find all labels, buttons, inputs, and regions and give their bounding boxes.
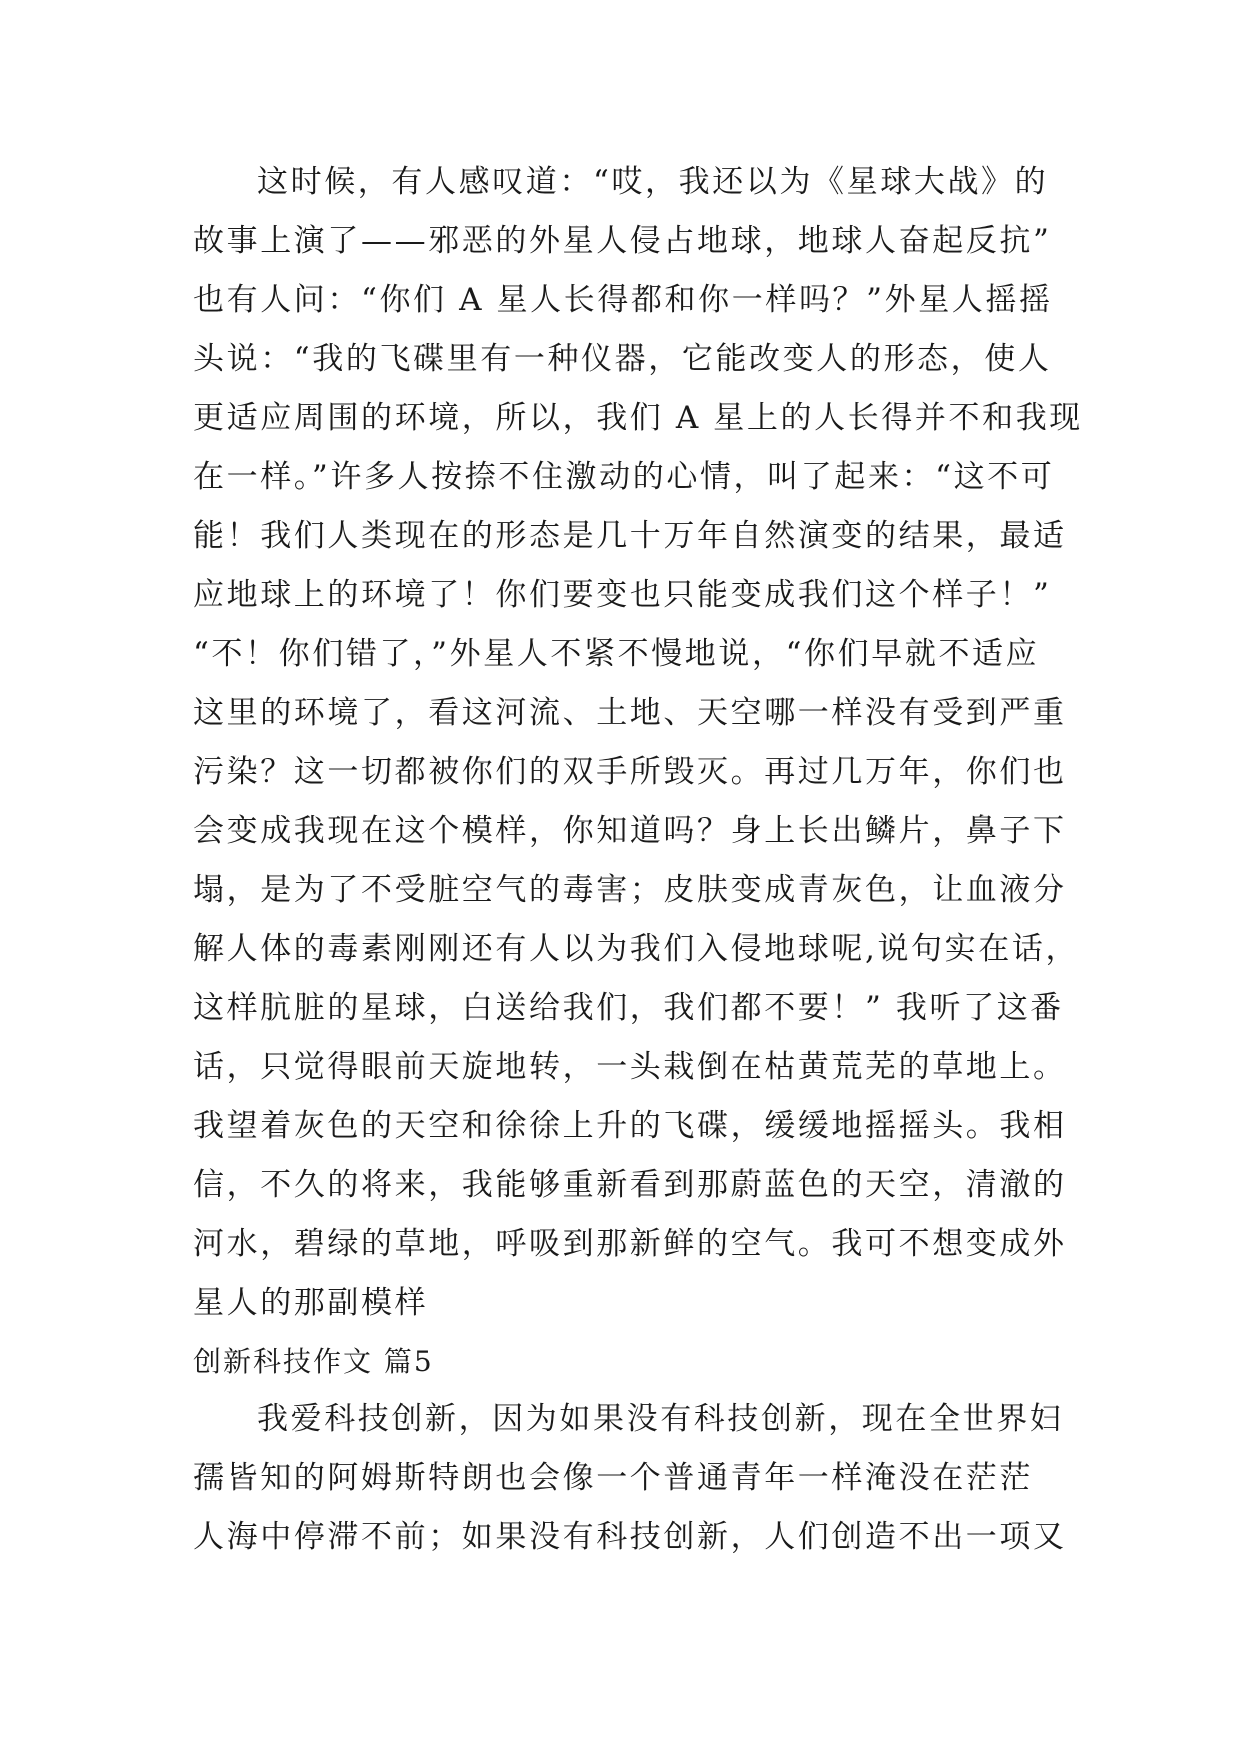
text-line: 头说：“我的飞碟里有一种仪器，它能改变人的形态，使人 [193,341,1052,377]
text-line: 塌，是为了不受脏空气的毒害；皮肤变成青灰色，让血液分 [193,872,1067,908]
text-line: “不！你们错了，”外星人不紧不慢地说，“你们早就不适应 [193,636,1040,672]
text-line: 信，不久的将来，我能够重新看到那蔚蓝色的天空，清澈的 [193,1167,1067,1203]
text-line: 在一样。”许多人按捺不住激动的心情，叫了起来：“这不可 [193,459,1055,495]
text-line: 更适应周围的环境，所以，我们 A 星上的人长得并不和我现 [193,400,1083,436]
text-line: 我爱科技创新，因为如果没有科技创新，现在全世界妇 [257,1401,1064,1437]
text-line: 能！我们人类现在的形态是几十万年自然演变的结果，最适 [193,518,1067,554]
text-line: 故事上演了——邪恶的外星人侵占地球，地球人奋起反抗” [193,223,1052,259]
text-line: 河水，碧绿的草地，呼吸到那新鲜的空气。我可不想变成外 [193,1226,1067,1262]
text-line: 这里的环境了，看这河流、土地、天空哪一样没有受到严重 [193,695,1067,731]
text-line: 应地球上的环境了！你们要变也只能变成我们这个样子！” [193,577,1052,613]
text-line: 我望着灰色的天空和徐徐上升的飞碟，缓缓地摇摇头。我相 [193,1108,1067,1144]
text-line: 也有人问：“你们 A 星人长得都和你一样吗？”外星人摇摇 [193,282,1053,318]
document-page [193,162,1083,1576]
text-line: 这时候，有人感叹道：“哎，我还以为《星球大战》的 [257,164,1049,200]
essay-paragraph [193,1399,1073,1576]
text-line: 星人的那副模样 [193,1285,429,1321]
text-line: 会变成我现在这个模样，你知道吗？身上长出鳞片，鼻子下 [193,813,1067,849]
story-paragraph [193,162,1083,1342]
text-line: 解人体的毒素刚刚还有人以为我们入侵地球呢,说句实在话， [193,931,1080,967]
text-line: 污染？这一切都被你们的双手所毁灭。再过几万年，你们也 [193,754,1067,790]
text-line: 这样肮脏的星球，白送给我们，我们都不要！” 我听了这番 [193,990,1064,1026]
section-heading: 创新科技作文 篇5 [193,1345,434,1378]
text-line: 人海中停滞不前；如果没有科技创新，人们创造不出一项又 [193,1519,1067,1555]
text-line: 话，只觉得眼前天旋地转，一头栽倒在枯黄荒芜的草地上。 [193,1049,1067,1085]
text-line: 孺皆知的阿姆斯特朗也会像一个普通青年一样淹没在茫茫 [193,1460,1033,1496]
